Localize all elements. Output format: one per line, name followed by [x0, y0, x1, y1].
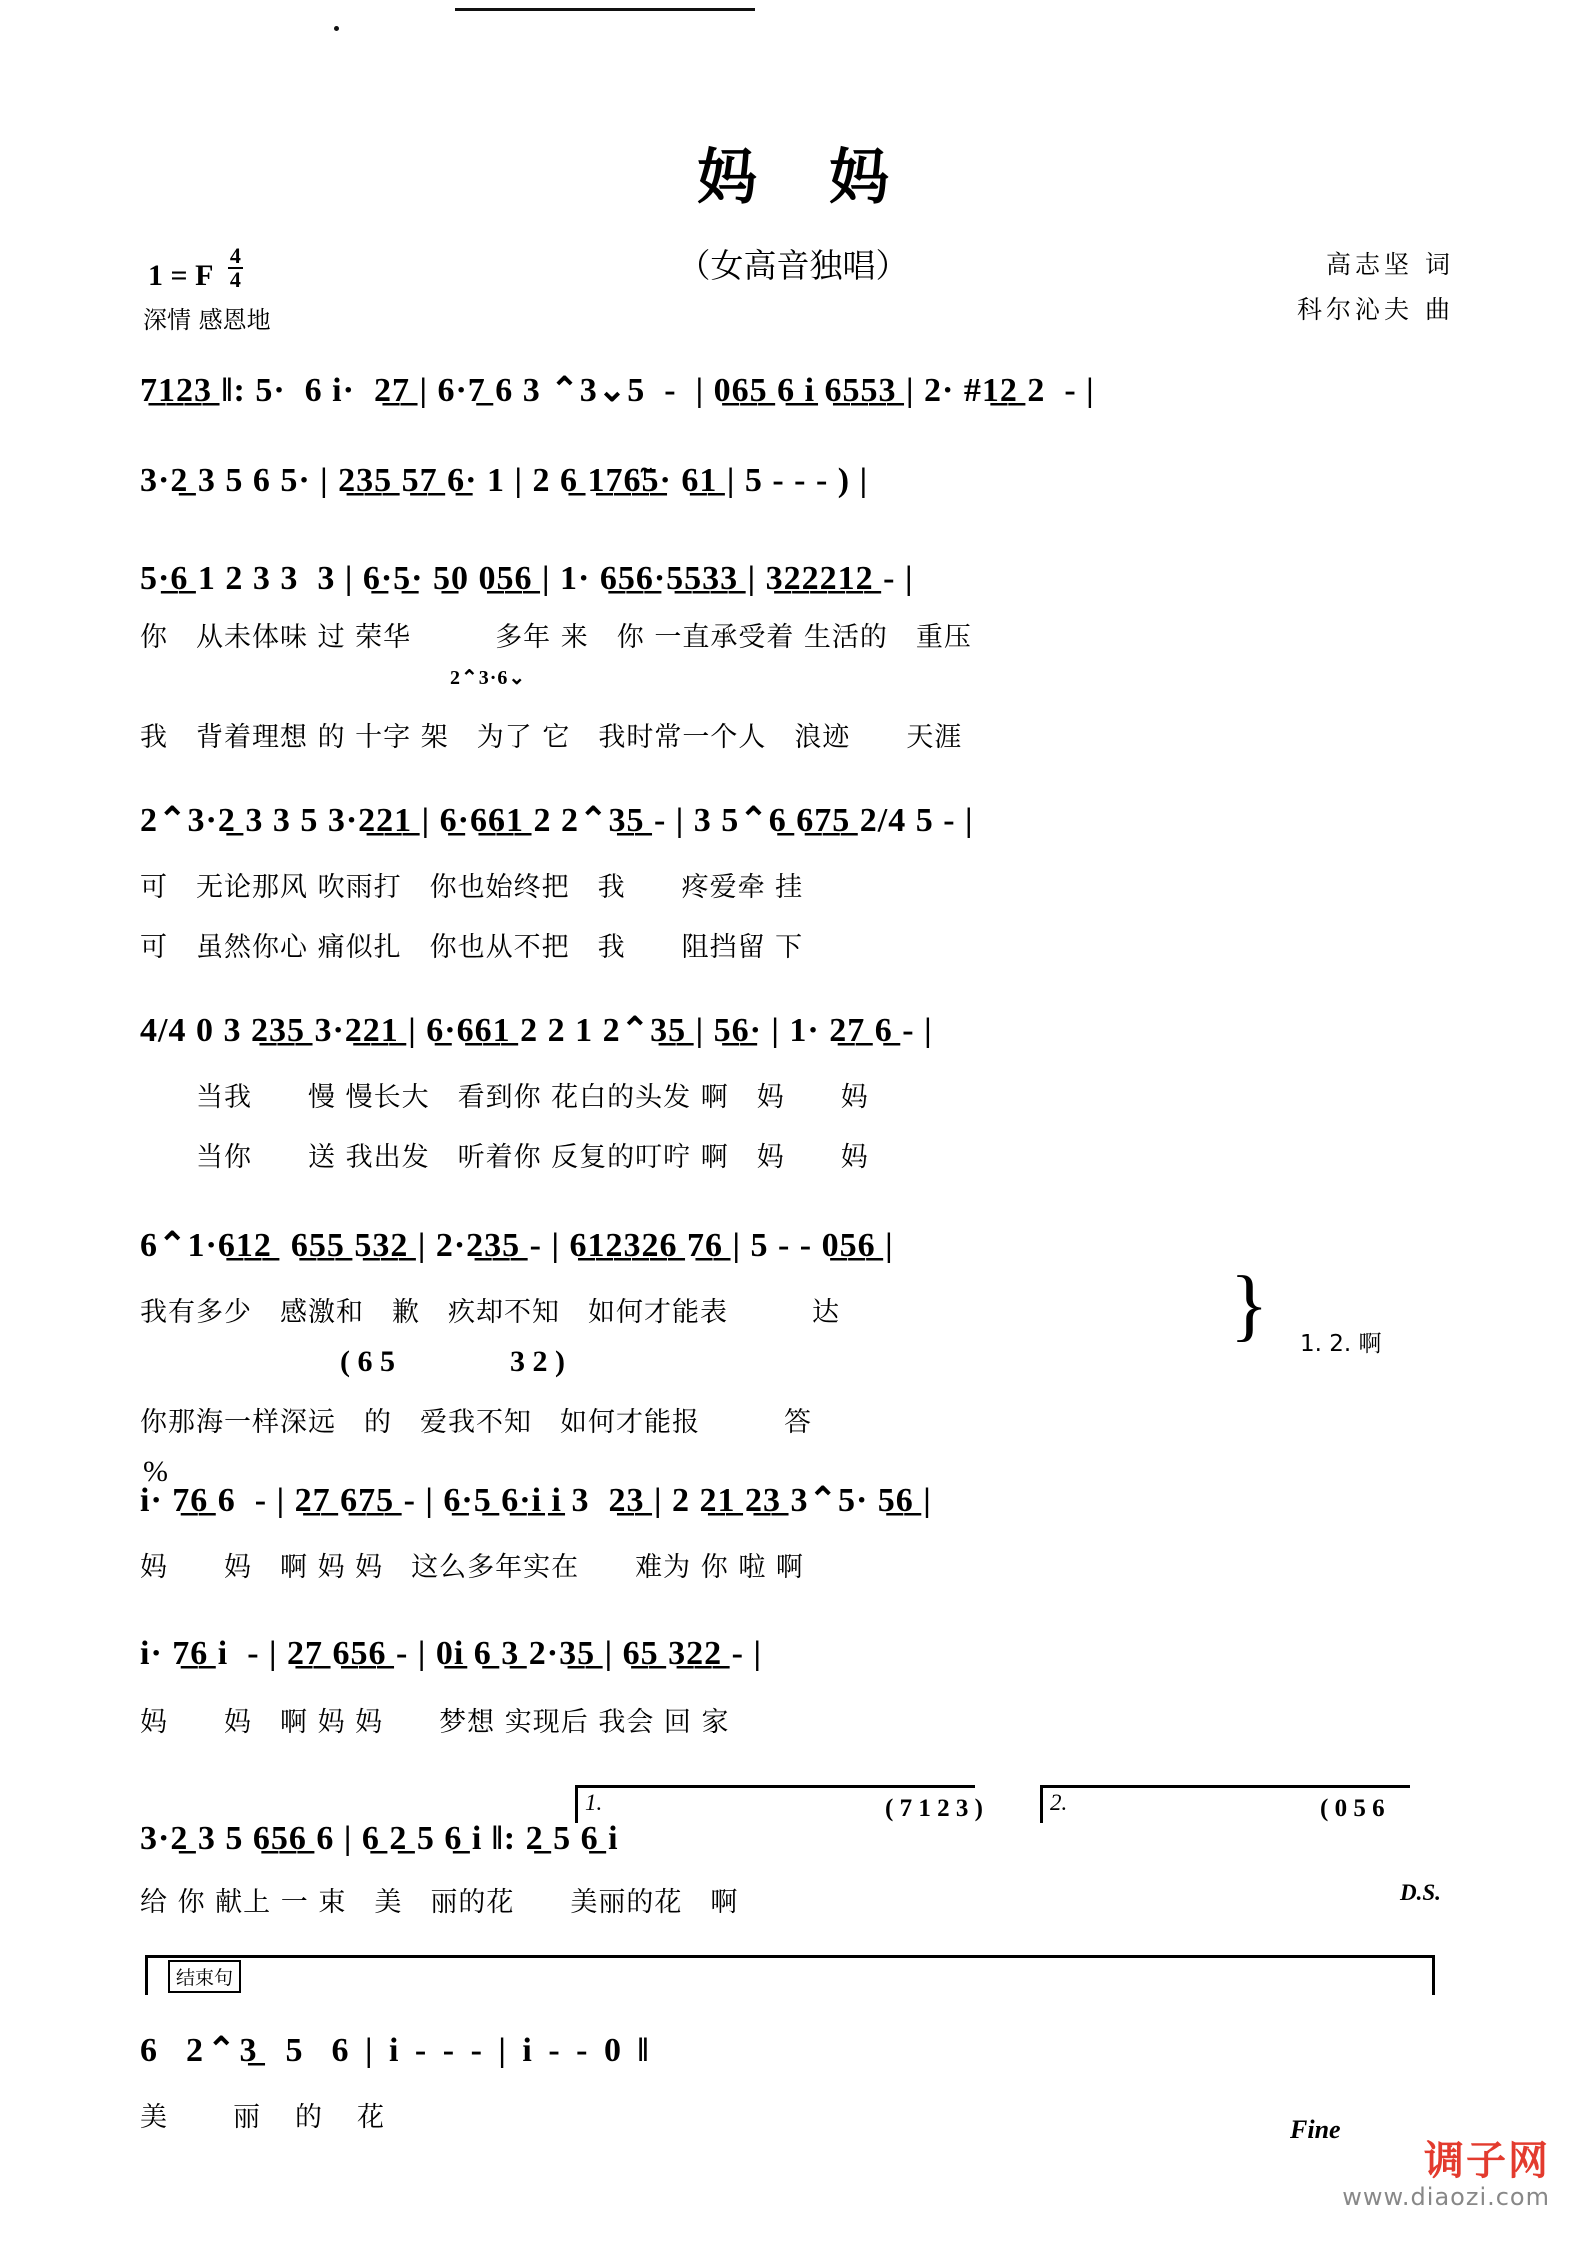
key-signature-text: 1 = F: [148, 259, 213, 292]
system-3-lyrics-verse1: 你 从未体味 过 荣华 多年 来 你 一直承受着 生活的 重压: [140, 622, 972, 653]
coda-bracket-right: [1432, 1955, 1435, 1995]
paren-note-c: ( 7 1 2 3 ): [885, 1795, 983, 1822]
system-3-lyrics-verse2: 我 背着理想 的 十字 架 为了 它 我时常一个人 浪迹 天涯: [140, 722, 963, 753]
time-denominator: 4: [229, 267, 241, 292]
volta-2-bracket-left: [1040, 1785, 1043, 1823]
volta-1-label: 1.: [585, 1790, 603, 1815]
subtitle: （女高音独唱）: [677, 249, 909, 285]
volta-1-bracket-left: [575, 1785, 578, 1823]
top-rule: [455, 8, 755, 11]
ds-mark: D.S.: [1400, 1880, 1441, 1905]
fine-mark: Fine: [1290, 2115, 1341, 2144]
segno-mark: %: [143, 1455, 168, 1488]
system-6-notes: 6⌃1·6̲1̲2̲ 6̲5̲5̲ 5̲3̲2̲ | 2·2̲3̲5̲ - | 6̲1̲2̲3̲2̲6̲ 7̲6̲ | 5 - - 0̲5̲6̲ |: [140, 1227, 894, 1264]
lyricist-credit: 高志坚 词: [1326, 250, 1454, 279]
coda-bracket-left: [145, 1955, 148, 1995]
volta-1-bracket-top: [575, 1785, 975, 1788]
system-4-lyrics-verse1: 可 无论那风 吹雨打 你也始终把 我 疼爱牵 挂: [140, 872, 804, 903]
ending-label: 结束句: [168, 1960, 241, 1993]
system-4-lyrics-verse2: 可 虽然你心 痛似扎 你也从不把 我 阻挡留 下: [140, 932, 804, 963]
system-8-notes: i· 7̲6̲ i - | 2̲7̲ 6̲5̲6̲ - | 0̲i̲ 6̲ 3̲ 2·3̲5̲ | 6̲5̲ 3̲2̲2̲ - |: [140, 1635, 762, 1672]
system-2-notes: 3·2̲ 3 5 6 5· | 2̲3̲5̲ 5̲7̲ 6̲· 1 | 2 6̲ 1̲7̲6̲̃5̲· 6̲1̲ | 5 - - - ) |: [140, 462, 869, 499]
time-signature: [228, 245, 243, 291]
paren-note-a: ( 6 5: [340, 1345, 395, 1378]
volta-2-label: 2.: [1050, 1790, 1068, 1815]
system-8-lyrics: 妈 妈 啊 妈 妈 梦想 实现后 我会 回 家: [140, 1707, 730, 1738]
watermark-url: www.diaozi.com: [1342, 2183, 1550, 2211]
page-title: 妈妈: [697, 143, 961, 213]
watermark-site-name: 调子网: [1424, 2138, 1550, 2184]
system-9-notes: 3·2̲ 3 5 6̲5̲6̲ 6 | 6̲ 2̲ 5 6̲ i ‖: 2̲ 5 6̲ i: [140, 1820, 619, 1857]
system-7-lyrics: 妈 妈 啊 妈 妈 这么多年实在 难为 你 啦 啊: [140, 1552, 804, 1583]
verse-brace: }: [1230, 1261, 1269, 1349]
volta-1-2-label: 1. 2. 啊: [1300, 1331, 1382, 1357]
system-5-lyrics-verse1: 当我 慢 慢长大 看到你 花白的头发 啊 妈 妈: [140, 1082, 869, 1113]
paren-note-d: ( 0 5 6: [1320, 1795, 1385, 1822]
volta-2-bracket-top: [1040, 1785, 1410, 1788]
system-3-notes: 5·̲6̲ 1 2 3 3 3 | 6̲·5̲· 5̲0 0̲5̲6̲ | 1· 6̲5̲6̲·5̲5̲3̲3̲ | 3̲2̲2̲2̲1̲2̲ - |: [140, 560, 914, 597]
system-5-notes: 4/4 0 3 2̲3̲5̲ 3·2̲2̲1̲ | 6̲·6̲6̲1̲ 2 2 1 2⌃3̲5̲ | 5̲6̲· | 1· 2̲7̲ 6̲ - |: [140, 1012, 933, 1049]
system-6-lyrics-verse1: 我有多少 感激和 歉 疚却不知 如何才能表 达: [140, 1297, 840, 1328]
system-9-lyrics: 给 你 献上 一 束 美 丽的花 美丽的花 啊: [140, 1887, 739, 1918]
system-6-lyrics-verse2: 你那海一样深远 的 爱我不知 如何才能报 答: [140, 1407, 812, 1438]
watermark: [1342, 2139, 1550, 2211]
composer-credit: 科尔沁夫 曲: [1297, 295, 1454, 324]
tempo-mood-marking: 深情 感恩地: [143, 306, 271, 334]
top-dot: [334, 26, 339, 31]
paren-note-b: 3 2 ): [510, 1345, 565, 1378]
system-10-notes: 6 2⌃3̲ 5 6 | i - - - | i - - 0 ‖: [140, 2032, 653, 2069]
system-3-extra-note: 2⌃3·6⌄: [450, 667, 527, 689]
coda-bracket-top: [145, 1955, 1435, 1958]
system-1-notes: 7̲1̲2̲3̲ ‖: 5· 6 i· 2̲7̲ | 6·7̲ 6 3 ⌃3⌄5 - | 0̲6̲5̲ 6̲ i̲ 6̲5̲5̲3̲ | 2· #1̲2̲ 2 - |: [140, 372, 1095, 409]
system-10-lyrics: 美 丽 的 花: [140, 2102, 388, 2133]
time-numerator: 4: [229, 243, 241, 268]
key-signature: [148, 245, 243, 293]
system-7-notes: i· 7̲6̲ 6 - | 2̲7̲ 6̲7̲5̲ - | 6̲·5̲ 6̲·i̲ i̲ 3 2̲3̲ | 2 2̲1̲ 2̲3̲ 3⌃5· 5̲6̲ |: [140, 1482, 932, 1519]
system-4-notes: 2⌃3·2̲ 3 3 5 3·2̲2̲1̲ | 6̲·6̲6̲1̲ 2 2⌃3̲5̲ - | 3 5⌃6̲ 6̲7̲5̲ 2/4 5 - |: [140, 802, 974, 839]
system-5-lyrics-verse2: 当你 送 我出发 听着你 反复的叮咛 啊 妈 妈: [140, 1142, 869, 1173]
